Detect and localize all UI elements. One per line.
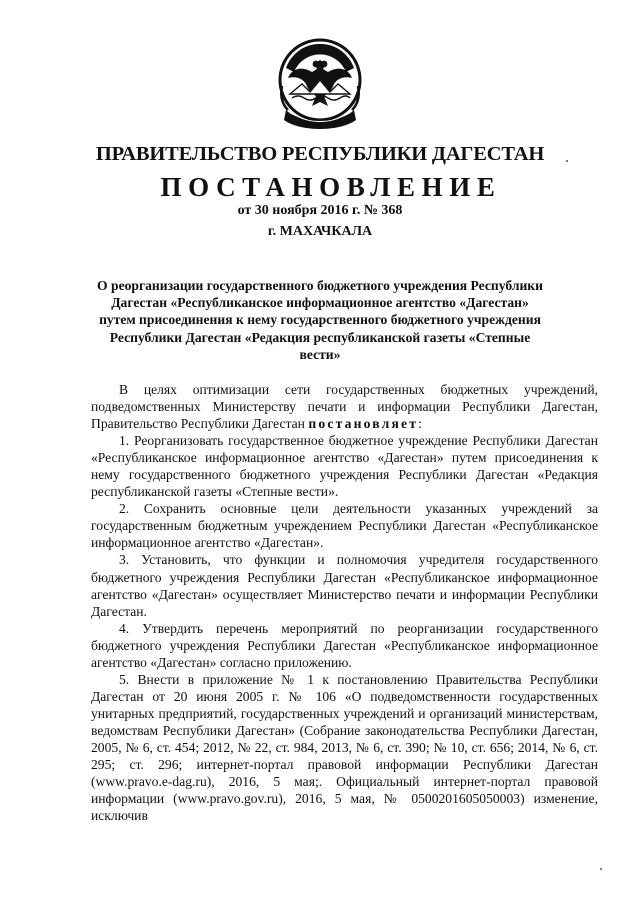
paragraph-item-1: 1. Реорганизовать государственное бюджетное учреждение Республики Дагестан «Республиканское информационное агентство «Дагестан» путем присоединения к нему государственного бюджетного учреждения Республики Дагестан «Редакция республиканской газеты «Степные вести». xyxy=(91,433,598,500)
organization-title: ПРАВИТЕЛЬСТВО РЕСПУБЛИКИ ДАГЕСТАН xyxy=(95,143,545,165)
paragraph-item-2: 2. Сохранить основные цели деятельности указанных учреждений за государственным бюджетным учреждением Республики Дагестан «Республиканское информационное агентство «Дагестан». xyxy=(91,501,598,551)
decree-word: постановляет xyxy=(308,416,419,432)
intro-end: : xyxy=(418,416,422,432)
document-city: г. МАХАЧКАЛА xyxy=(267,224,373,239)
document-subject: О реорганизации государственного бюджетного учреждения Республики Дагестан «Республиканское информационное агентство «Дагестан» путем присоединения к нему государственного бюджетного учреждения Республики Дагестан «Редакция республиканской газеты «Степные вести» xyxy=(97,278,543,362)
scan-speck xyxy=(566,160,568,162)
scan-speck xyxy=(600,868,602,870)
intro-text: В целях оптимизации сети государственных бюджетных учреждений, подведомственных Министерству печати и информации Республики Дагестан, Правительство Республики Дагестан xyxy=(91,382,598,432)
document-body xyxy=(91,381,598,824)
intro-paragraph xyxy=(91,381,598,432)
paragraph-item-4: 4. Утвердить перечень мероприятий по реорганизации государственного бюджетного учреждения Республики Дагестан «Республиканское информационное агентство «Дагестан» согласно приложению. xyxy=(91,620,598,670)
paragraph-item-3: 3. Установить, что функции и полномочия учредителя государственного бюджетного учреждения Республики Дагестан «Республиканское информационное агентство «Дагестан» осуществляет Министерство печати и информации Республики Дагестан. xyxy=(91,552,598,619)
coat-of-arms-emblem xyxy=(272,34,368,138)
paragraph-item-5: 5. Внести в приложение № 1 к постановлению Правительства Республики Дагестан от 20 июня 2005 г. № 106 «О подведомственности государственных унитарных предприятий, государственных учреждений и организаций министерствам, ведомствам Республики Дагестан» (Собрание законодательства Республики Дагестан, 2005, № 6, ст. 454; 2012, № 22, ст. 984, 2013, № 6, ст. 390; № 10, ст. 656; 2014, № 6, ст. 295; ст. 296; интернет-портал правовой информации Республики Дагестан (www.pravo.e-dag.ru), 2016, 5 мая;. Официальный интернет-портал правовой информации (www.pravo.gov.ru), 2016, 5 мая, № 0500201605050003) изменение, исключив xyxy=(91,671,598,824)
document-type-heading: ПОСТАНОВЛЕНИЕ xyxy=(160,172,502,202)
document-date-number: от 30 ноября 2016 г. № 368 xyxy=(237,203,403,218)
